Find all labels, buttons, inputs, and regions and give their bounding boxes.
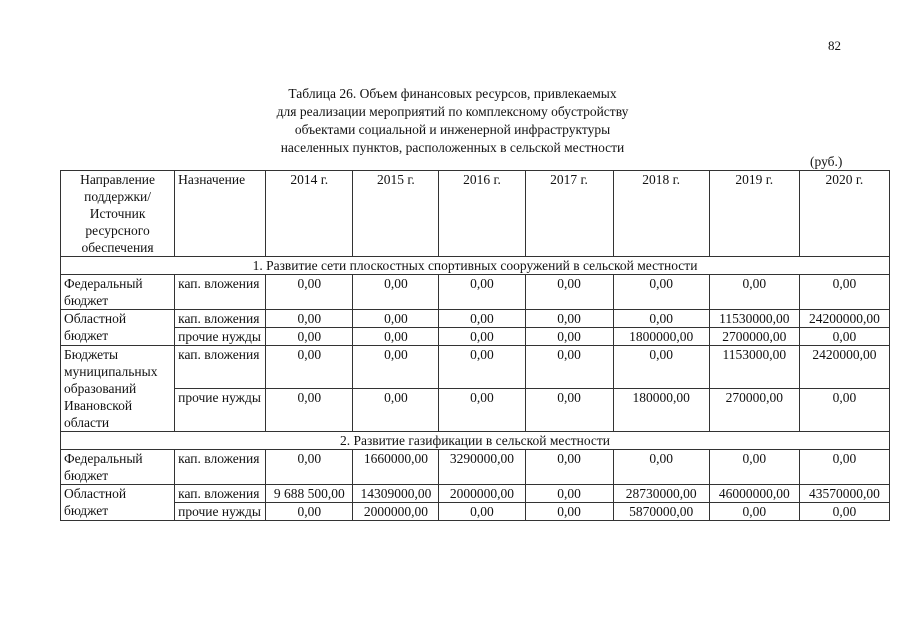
value-cell: 1153000,00: [709, 346, 799, 389]
value-cell: 0,00: [613, 346, 709, 389]
value-cell: 0,00: [799, 275, 889, 310]
value-cell: 0,00: [799, 450, 889, 485]
value-cell: 0,00: [525, 346, 613, 389]
value-cell: 0,00: [525, 450, 613, 485]
value-cell: 0,00: [439, 503, 525, 521]
value-cell: 0,00: [799, 503, 889, 521]
table-body: [61, 257, 890, 521]
finance-table: [60, 170, 890, 521]
value-cell: 0,00: [266, 275, 353, 310]
value-cell: 46000000,00: [709, 485, 799, 503]
purpose-cell: кап. вложения: [175, 346, 266, 389]
funding-source: Федеральный бюджет: [61, 275, 175, 310]
funding-source: Областной бюджет: [61, 310, 175, 346]
value-cell: 0,00: [439, 328, 525, 346]
header-year: 2020 г.: [799, 171, 889, 257]
header-year: 2014 г.: [266, 171, 353, 257]
value-cell: 43570000,00: [799, 485, 889, 503]
value-cell: 9 688 500,00: [266, 485, 353, 503]
value-cell: 24200000,00: [799, 310, 889, 328]
purpose-cell: кап. вложения: [175, 310, 266, 328]
table-header: [61, 171, 890, 257]
funding-source: Областной бюджет: [61, 485, 175, 521]
value-cell: 0,00: [709, 450, 799, 485]
value-cell: 0,00: [525, 328, 613, 346]
currency-unit: (руб.): [810, 154, 843, 169]
value-cell: 0,00: [266, 389, 353, 432]
header-year: 2016 г.: [439, 171, 525, 257]
header-year: 2019 г.: [709, 171, 799, 257]
value-cell: 14309000,00: [353, 485, 439, 503]
value-cell: 0,00: [266, 503, 353, 521]
value-cell: 2000000,00: [353, 503, 439, 521]
value-cell: 3290000,00: [439, 450, 525, 485]
value-cell: 5870000,00: [613, 503, 709, 521]
header-purpose: Назначение: [175, 171, 266, 257]
table-row: [61, 275, 890, 310]
title-line: объектами социальной и инженерной инфраструктуры: [294, 122, 611, 137]
value-cell: 0,00: [525, 503, 613, 521]
value-cell: 0,00: [353, 389, 439, 432]
header-row: [61, 171, 890, 257]
purpose-cell: кап. вложения: [175, 275, 266, 310]
value-cell: 2000000,00: [439, 485, 525, 503]
table-row: [61, 503, 890, 521]
table-row: [61, 328, 890, 346]
value-cell: 0,00: [613, 275, 709, 310]
section-row: [61, 257, 890, 275]
table-row: [61, 310, 890, 328]
table-title: [0, 85, 905, 157]
value-cell: 0,00: [266, 450, 353, 485]
value-cell: 28730000,00: [613, 485, 709, 503]
value-cell: 180000,00: [613, 389, 709, 432]
header-year: 2015 г.: [353, 171, 439, 257]
table-row: [61, 346, 890, 389]
purpose-cell: кап. вложения: [175, 485, 266, 503]
value-cell: 0,00: [525, 389, 613, 432]
value-cell: 0,00: [266, 310, 353, 328]
value-cell: 0,00: [799, 328, 889, 346]
value-cell: 270000,00: [709, 389, 799, 432]
table-row: [61, 389, 890, 432]
value-cell: 11530000,00: [709, 310, 799, 328]
header-direction: Направление поддержки/Источник ресурсного обеспечения: [61, 171, 175, 257]
value-cell: 0,00: [439, 275, 525, 310]
section-title: 1. Развитие сети плоскостных спортивных сооружений в сельской местности: [61, 257, 890, 275]
purpose-cell: кап. вложения: [175, 450, 266, 485]
value-cell: 0,00: [353, 328, 439, 346]
title-line: населенных пунктов, расположенных в сельской местности: [280, 140, 625, 155]
header-year: 2018 г.: [613, 171, 709, 257]
value-cell: 0,00: [613, 450, 709, 485]
purpose-cell: прочие нужды: [175, 503, 266, 521]
value-cell: 1800000,00: [613, 328, 709, 346]
title-line: Таблица 26. Объем финансовых ресурсов, привлекаемых: [288, 86, 617, 101]
value-cell: 1660000,00: [353, 450, 439, 485]
title-line: для реализации мероприятий по комплексному обустройству: [276, 104, 629, 119]
value-cell: 0,00: [525, 310, 613, 328]
page-number: 82: [828, 38, 841, 53]
value-cell: 0,00: [709, 275, 799, 310]
value-cell: 0,00: [439, 389, 525, 432]
value-cell: 0,00: [525, 275, 613, 310]
value-cell: 0,00: [613, 310, 709, 328]
value-cell: 0,00: [439, 310, 525, 328]
value-cell: 2420000,00: [799, 346, 889, 389]
purpose-cell: прочие нужды: [175, 389, 266, 432]
funding-source: Федеральный бюджет: [61, 450, 175, 485]
value-cell: 0,00: [439, 346, 525, 389]
value-cell: 2700000,00: [709, 328, 799, 346]
value-cell: 0,00: [525, 485, 613, 503]
purpose-cell: прочие нужды: [175, 328, 266, 346]
section-title: 2. Развитие газификации в сельской местности: [61, 432, 890, 450]
value-cell: 0,00: [709, 503, 799, 521]
value-cell: 0,00: [266, 328, 353, 346]
value-cell: 0,00: [353, 310, 439, 328]
header-year: 2017 г.: [525, 171, 613, 257]
value-cell: 0,00: [353, 346, 439, 389]
table-row: [61, 485, 890, 503]
value-cell: 0,00: [799, 389, 889, 432]
table-row: [61, 450, 890, 485]
section-row: [61, 432, 890, 450]
value-cell: 0,00: [353, 275, 439, 310]
funding-source: Бюджеты муниципальных образований Ивановской области: [61, 346, 175, 432]
value-cell: 0,00: [266, 346, 353, 389]
